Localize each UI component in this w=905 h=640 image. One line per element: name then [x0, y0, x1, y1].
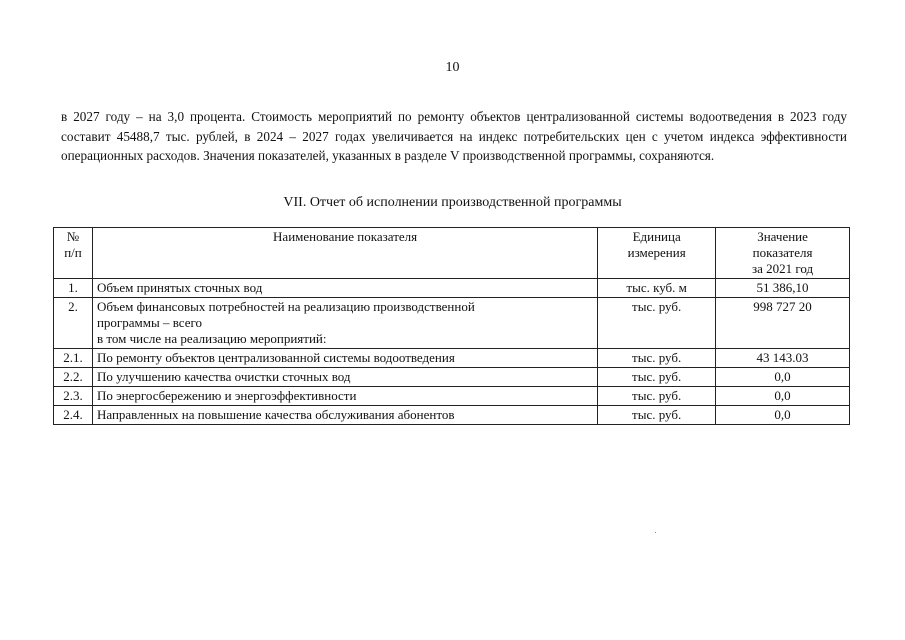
row-value: 998 727 20 — [716, 298, 850, 349]
header-indicator-name: Наименование показателя — [92, 228, 597, 279]
header-value — [716, 228, 850, 279]
row-indicator-name: Объем принятых сточных вод — [92, 279, 597, 298]
row-indicator-name-line1: Объем финансовых потребностей на реализацию производственной — [96, 299, 475, 314]
scan-speck — [655, 532, 656, 533]
row-number: 2.3. — [54, 387, 93, 406]
row-number: 2.2. — [54, 368, 93, 387]
row-value: 51 386,10 — [716, 279, 850, 298]
body-paragraph: в 2027 году – на 3,0 процента. Стоимость мероприятий по ремонту объектов централизованной системы водоотведения в 2023 году составит 45488,7 тыс. рублей, в 2024 – 2027 годах увеличивается на индекс потребительских цен с учетом индекса эффективности операционных расходов. Значения показателей, указанных в разделе V производственной программы, сохраняются. — [61, 109, 847, 163]
header-unit-line1: Единица — [632, 229, 681, 244]
header-unit-line2: измерения — [627, 245, 686, 260]
row-number: 2.1. — [54, 349, 93, 368]
row-unit: тыс. куб. м — [598, 279, 716, 298]
row-indicator-name-line3: в том числе на реализацию мероприятий: — [96, 331, 327, 346]
row-unit: тыс. руб. — [598, 298, 716, 349]
header-number-line2: п/п — [64, 245, 82, 260]
row-number: 2. — [54, 298, 93, 349]
row-indicator-name: По улучшению качества очистки сточных вод — [92, 368, 597, 387]
row-number: 2.4. — [54, 406, 93, 425]
row-indicator-name — [92, 298, 597, 349]
row-value: 0,0 — [716, 406, 850, 425]
row-indicator-name: Направленных на повышение качества обслуживания абонентов — [92, 406, 597, 425]
table-row — [54, 368, 850, 387]
header-number-line1: № — [66, 229, 80, 244]
header-value-line2: показателя — [752, 245, 813, 260]
row-indicator-name-line2: программы – всего — [96, 315, 202, 330]
row-value: 0,0 — [716, 387, 850, 406]
table-row — [54, 387, 850, 406]
header-number — [54, 228, 93, 279]
row-unit: тыс. руб. — [598, 406, 716, 425]
table-header-row — [54, 228, 850, 279]
row-unit: тыс. руб. — [598, 387, 716, 406]
row-unit: тыс. руб. — [598, 368, 716, 387]
report-table — [53, 227, 850, 425]
header-value-line3: за 2021 год — [751, 261, 814, 276]
row-indicator-name: По энергосбережению и энергоэффективности — [92, 387, 597, 406]
row-indicator-name: По ремонту объектов централизованной системы водоотведения — [92, 349, 597, 368]
table-row — [54, 298, 850, 349]
row-unit: тыс. руб. — [598, 349, 716, 368]
row-value: 0,0 — [716, 368, 850, 387]
row-number: 1. — [54, 279, 93, 298]
row-value: 43 143.03 — [716, 349, 850, 368]
table-row — [54, 349, 850, 368]
table-row — [54, 279, 850, 298]
section-title: VII. Отчет об исполнении производственной программы — [283, 195, 622, 210]
header-value-line1: Значение — [757, 229, 808, 244]
header-unit — [598, 228, 716, 279]
page-number: 10 — [445, 60, 460, 75]
table-row — [54, 406, 850, 425]
